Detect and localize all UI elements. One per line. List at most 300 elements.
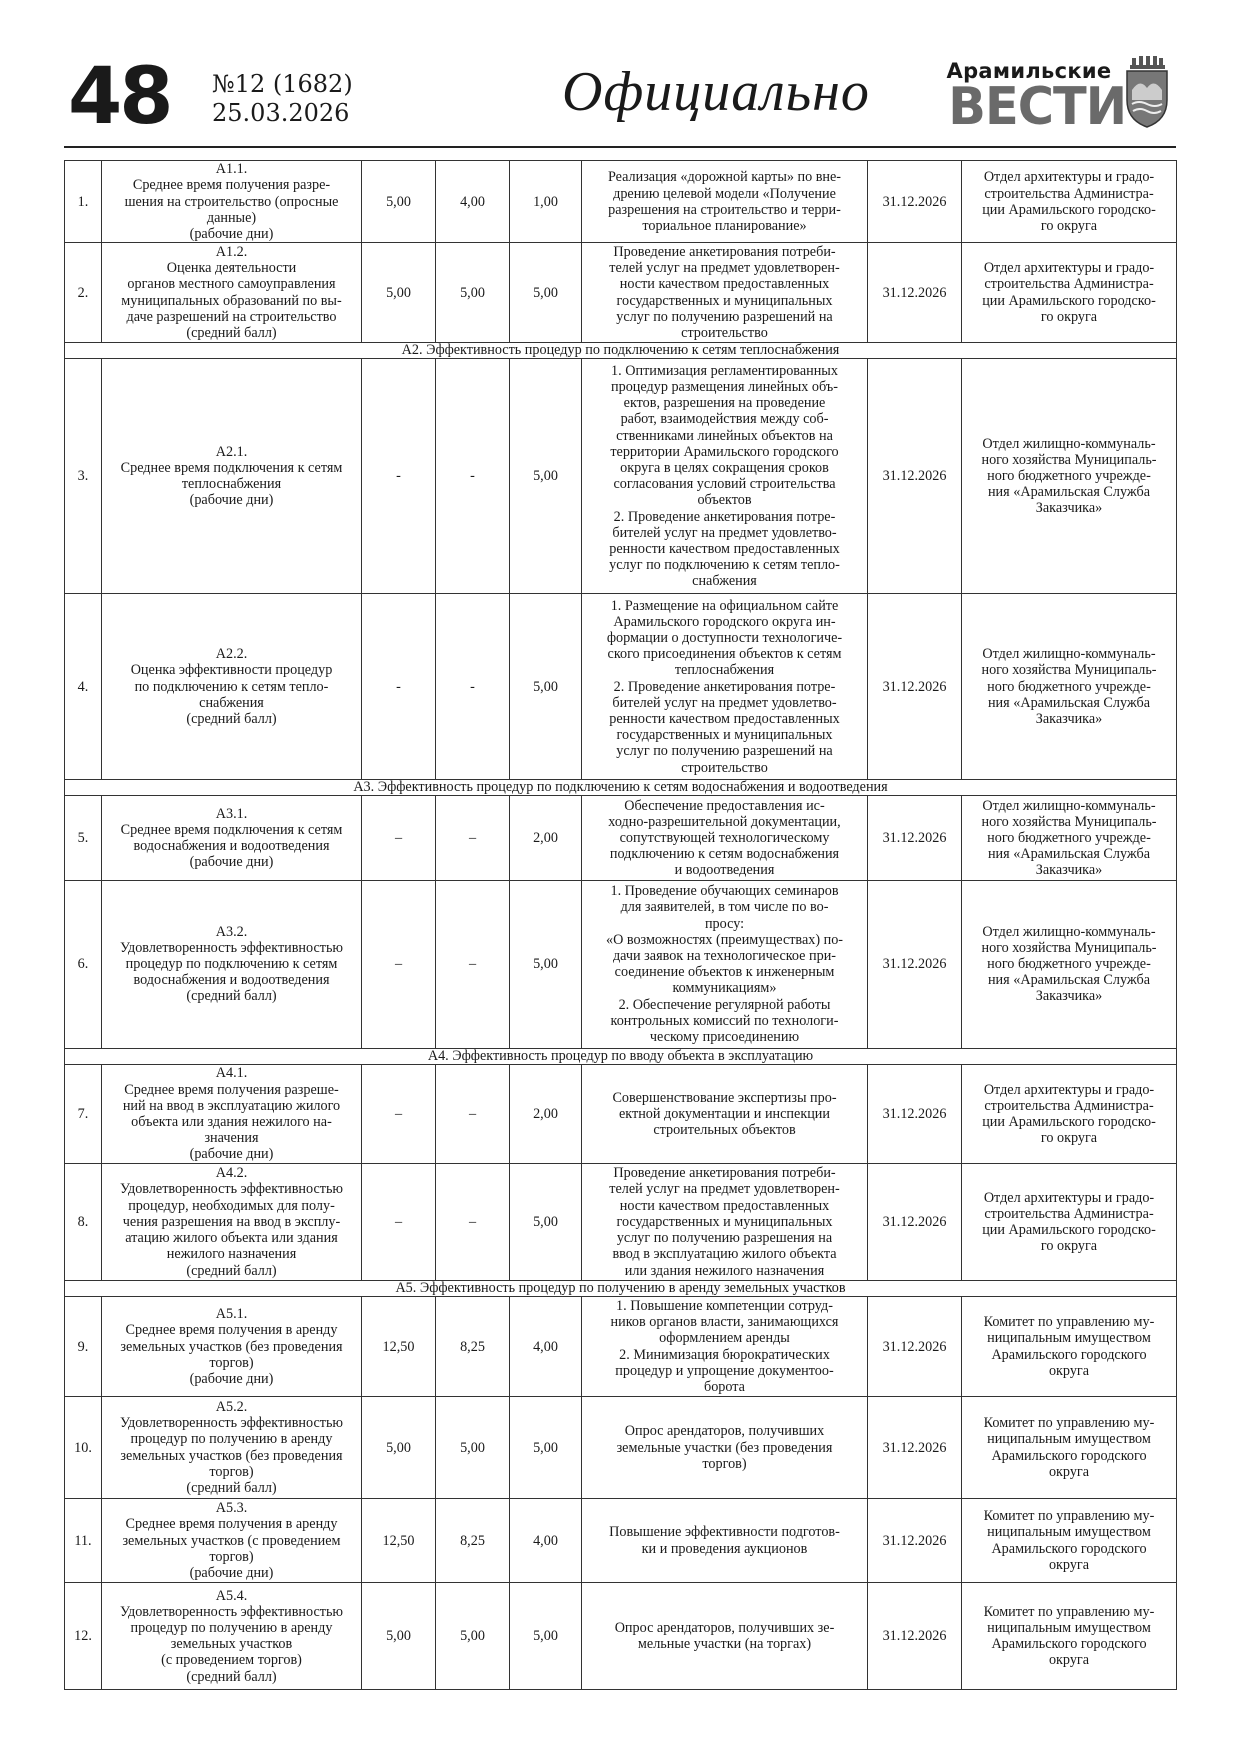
- responsible-cell: [962, 1397, 1177, 1499]
- indicator-line: снабжения: [199, 694, 264, 711]
- measure-line: 2. Обеспечение регулярной работы: [618, 996, 831, 1013]
- deadline-cell: 31.12.2026: [868, 1498, 962, 1582]
- indicator-line: (рабочие дни): [189, 854, 274, 871]
- v3-cell: 2,00: [510, 796, 582, 880]
- indicator-line: Удовлетворенность эффективностью: [119, 1603, 344, 1620]
- measure-line: для заявителей, в том числе по во-: [620, 899, 829, 916]
- responsible-cell: [962, 1164, 1177, 1281]
- v2-cell: –: [436, 880, 510, 1048]
- v1-cell: –: [362, 796, 436, 880]
- measure-line: государственных и муниципальных: [616, 1213, 833, 1230]
- v2-cell: –: [436, 1064, 510, 1164]
- responsible-line: ции Арамильского городско-: [982, 1222, 1156, 1238]
- responsible-line: го округа: [1040, 1238, 1098, 1255]
- indicator-line: данные): [206, 209, 257, 226]
- section-title-cell: A2. Эффективность процедур по подключению к сетям теплоснабжения: [65, 342, 1177, 358]
- measure-line: телей услуг на предмет удовлетворен-: [609, 1181, 840, 1198]
- indicator-line: (средний балл): [186, 325, 277, 342]
- indicator-line: A2.1.: [215, 443, 248, 460]
- measure-line: разрешения на строительство и терри-: [608, 201, 841, 218]
- responsible-line: Заказчика»: [1035, 711, 1103, 728]
- measure-line: дрению целевой модели «Получение: [613, 185, 836, 202]
- measure-line: ектной документации и инспекции: [619, 1105, 830, 1122]
- measure-cell: [582, 1397, 868, 1499]
- responsible-cell: [962, 1498, 1177, 1582]
- section-row: [65, 1048, 1177, 1064]
- v2-cell: -: [436, 359, 510, 594]
- measure-line: земельные участки (без проведения: [616, 1439, 833, 1456]
- v3-cell: 5,00: [510, 359, 582, 594]
- responsible-cell: [962, 880, 1177, 1048]
- measure-line: ренности качеством предоставленных: [609, 540, 840, 557]
- responsible-line: Отдел архитектуры и градо-: [983, 1081, 1155, 1098]
- logo-top-text: Арамильские: [946, 59, 1112, 83]
- indicator-line: (средний балл): [186, 988, 277, 1005]
- indicator-line: земельных участков (без проведения: [120, 1338, 343, 1355]
- responsible-line: ния «Арамильская Служба: [987, 846, 1151, 863]
- measure-cell: [582, 1583, 868, 1690]
- measure-line: Опрос арендаторов, получивших зе-: [614, 1619, 835, 1636]
- indicator-line: торгов): [209, 1463, 254, 1480]
- responsible-line: ного хозяйства Муниципаль-: [981, 939, 1157, 956]
- measure-line: бителей услуг на предмет удовлетво-: [612, 524, 837, 541]
- v3-cell: 5,00: [510, 1397, 582, 1499]
- measure-line: Опрос арендаторов, получивших: [624, 1423, 825, 1440]
- measure-line: подключению к сетям водоснабжения: [609, 846, 840, 863]
- measure-line: ренности качеством предоставленных: [609, 711, 840, 728]
- measure-line: 1. Размещение на официальном сайте: [610, 597, 839, 614]
- table-row: [65, 161, 1177, 243]
- v3-cell: 5,00: [510, 1583, 582, 1690]
- measure-line: Арамильского городского округа ин-: [613, 613, 836, 630]
- measure-line: процедур размещения линейных объ-: [611, 378, 838, 395]
- v3-cell: 4,00: [510, 1498, 582, 1582]
- table-row: [65, 1397, 1177, 1499]
- indicator-line: Среднее время подключения к сетям: [120, 821, 343, 838]
- responsible-cell: [962, 1064, 1177, 1164]
- responsible-line: ния «Арамильская Служба: [987, 694, 1151, 711]
- responsible-line: Арамильского городского: [991, 1447, 1147, 1464]
- v3-cell: 5,00: [510, 880, 582, 1048]
- indicator-line: даче разрешений на строительство: [126, 308, 337, 325]
- indicator-cell: [102, 1164, 362, 1281]
- responsible-cell: [962, 161, 1177, 243]
- v1-cell: -: [362, 359, 436, 594]
- indicator-cell: [102, 359, 362, 594]
- num-cell: 10.: [65, 1397, 102, 1499]
- plan-table: [64, 160, 1177, 1690]
- num-cell: 6.: [65, 880, 102, 1048]
- measure-line: 2. Проведение анкетирования потре-: [613, 508, 836, 525]
- responsible-line: строительства Администра-: [984, 1097, 1154, 1114]
- measure-line: Проведение анкетирования потреби-: [613, 244, 836, 261]
- responsible-line: строительства Администра-: [984, 185, 1154, 202]
- table-row: [65, 1583, 1177, 1690]
- indicator-line: органов местного самоуправления: [127, 276, 336, 293]
- responsible-line: ния «Арамильская Служба: [987, 484, 1151, 501]
- indicator-line: земельных участков (с проведением: [122, 1532, 341, 1549]
- measure-line: коммуникациям»: [672, 980, 777, 997]
- deadline-cell: 31.12.2026: [868, 796, 962, 880]
- num-cell: 3.: [65, 359, 102, 594]
- section-row: [65, 1280, 1177, 1296]
- responsible-line: ного хозяйства Муниципаль-: [981, 813, 1157, 830]
- logo-main-text: ВЕСТИ: [948, 77, 1127, 137]
- v2-cell: –: [436, 1164, 510, 1281]
- indicator-line: атацию жилого объекта или здания: [125, 1230, 338, 1247]
- section-title: Официально: [562, 61, 870, 123]
- indicator-line: A1.1.: [215, 161, 248, 178]
- deadline-cell: 31.12.2026: [868, 1164, 962, 1281]
- measure-cell: [582, 1164, 868, 1281]
- indicator-line: (рабочие дни): [189, 1564, 274, 1581]
- measure-cell: [582, 1296, 868, 1397]
- responsible-line: Арамильского городского: [991, 1636, 1147, 1653]
- v1-cell: 5,00: [362, 161, 436, 243]
- v1-cell: –: [362, 1064, 436, 1164]
- indicator-line: процедур по получению в аренду: [130, 1619, 333, 1636]
- indicator-line: Оценка эффективности процедур: [130, 662, 333, 679]
- table-row: [65, 1296, 1177, 1397]
- indicator-cell: [102, 1064, 362, 1164]
- measure-line: Повышение эффективности подготов-: [609, 1524, 840, 1541]
- indicator-line: земельных участков (без проведения: [120, 1447, 343, 1464]
- measure-line: услуг по подключению к сетям тепло-: [609, 557, 840, 574]
- indicator-line: A3.2.: [215, 923, 248, 940]
- num-cell: 7.: [65, 1064, 102, 1164]
- indicator-line: процедур, необходимых для полу-: [128, 1197, 335, 1214]
- deadline-cell: 31.12.2026: [868, 1296, 962, 1397]
- indicator-line: (средний балл): [186, 1480, 277, 1497]
- v1-cell: 12,50: [362, 1296, 436, 1397]
- num-cell: 2.: [65, 243, 102, 343]
- measure-line: борота: [704, 1379, 745, 1396]
- measure-line: ввод в эксплуатацию жилого объекта: [612, 1246, 837, 1263]
- v3-cell: 1,00: [510, 161, 582, 243]
- indicator-cell: [102, 243, 362, 343]
- indicator-cell: [102, 1498, 362, 1582]
- measure-line: округа в целях сокращения сроков: [620, 459, 829, 476]
- measure-line: телей услуг на предмет удовлетворен-: [609, 260, 840, 277]
- indicator-line: ний на ввод в эксплуатацию жилого: [122, 1097, 341, 1114]
- table-row: [65, 243, 1177, 343]
- indicator-line: (рабочие дни): [189, 226, 274, 243]
- indicator-line: водоснабжения и водоотведения: [133, 972, 330, 989]
- issue-date: 25.03.2026: [212, 99, 350, 127]
- responsible-line: Отдел архитектуры и градо-: [983, 1189, 1155, 1206]
- responsible-line: Отдел архитектуры и градо-: [983, 260, 1155, 277]
- indicator-line: Удовлетворенность эффективностью: [119, 1415, 344, 1432]
- indicator-line: муниципальных образований по вы-: [121, 292, 342, 309]
- responsible-line: Комитет по управлению му-: [983, 1603, 1155, 1620]
- issue-info: [212, 70, 353, 128]
- v3-cell: 5,00: [510, 243, 582, 343]
- responsible-line: ного бюджетного учрежде-: [987, 829, 1151, 846]
- responsible-line: го округа: [1040, 308, 1098, 325]
- indicator-line: A2.2.: [215, 646, 248, 663]
- indicator-line: Среднее время получения разре-: [132, 177, 331, 194]
- deadline-cell: 31.12.2026: [868, 161, 962, 243]
- responsible-line: ного хозяйства Муниципаль-: [981, 451, 1157, 468]
- measure-line: ности качеством предоставленных: [619, 1197, 830, 1214]
- measure-line: согласования условий строительства: [613, 476, 836, 493]
- measure-line: ности качеством предоставленных: [619, 276, 830, 293]
- responsible-line: ции Арамильского городско-: [982, 201, 1156, 218]
- measure-line: ки и проведения аукционов: [641, 1540, 808, 1557]
- measure-line: бителей услуг на предмет удовлетво-: [612, 694, 837, 711]
- indicator-line: A1.2.: [215, 244, 248, 261]
- responsible-line: Отдел жилищно-коммуналь-: [982, 435, 1156, 452]
- responsible-cell: [962, 1296, 1177, 1397]
- measure-cell: [582, 880, 868, 1048]
- section-title-cell: A3. Эффективность процедур по подключению к сетям водоснабжения и водоотведения: [65, 780, 1177, 796]
- v2-cell: 4,00: [436, 161, 510, 243]
- measure-line: строительных объектов: [653, 1122, 796, 1139]
- responsible-line: Отдел жилищно-коммуналь-: [982, 646, 1156, 663]
- responsible-line: ного бюджетного учрежде-: [987, 956, 1151, 973]
- measure-line: и водоотведения: [674, 862, 775, 879]
- measure-line: Совершенствование экспертизы про-: [612, 1089, 837, 1106]
- responsible-line: Комитет по управлению му-: [983, 1415, 1155, 1432]
- num-cell: 9.: [65, 1296, 102, 1397]
- responsible-line: округа: [1048, 1463, 1090, 1480]
- indicator-line: A5.2.: [215, 1399, 248, 1416]
- measure-line: Обеспечение предоставления ис-: [624, 797, 825, 814]
- measure-line: строительство: [681, 325, 768, 342]
- measure-line: работ, взаимодействия между соб-: [620, 411, 829, 428]
- indicator-line: теплоснабжения: [181, 476, 282, 493]
- indicator-line: Оценка деятельности: [166, 260, 297, 277]
- measure-line: ходно-разрешительной документации,: [608, 813, 841, 830]
- responsible-line: Заказчика»: [1035, 988, 1103, 1005]
- v2-cell: 8,25: [436, 1296, 510, 1397]
- measure-line: просу:: [704, 915, 745, 932]
- v1-cell: –: [362, 1164, 436, 1281]
- v1-cell: 5,00: [362, 1397, 436, 1499]
- indicator-line: (средний балл): [186, 711, 277, 728]
- measure-line: сопутствующей технологическому: [619, 829, 830, 846]
- table-row: [65, 1164, 1177, 1281]
- responsible-line: ниципальным имуществом: [987, 1431, 1151, 1448]
- measure-line: 1. Оптимизация регламентированных: [611, 362, 838, 379]
- v2-cell: 5,00: [436, 243, 510, 343]
- measure-line: или здания нежилого назначения: [624, 1262, 825, 1279]
- table-row: [65, 359, 1177, 594]
- indicator-line: водоснабжения и водоотведения: [133, 838, 330, 855]
- responsible-line: го округа: [1040, 1130, 1098, 1147]
- measure-cell: [582, 1064, 868, 1164]
- section-title-cell: A4. Эффективность процедур по вводу объекта в эксплуатацию: [65, 1048, 1177, 1064]
- indicator-line: чения разрешения на ввод в эксплу-: [122, 1213, 341, 1230]
- responsible-line: округа: [1048, 1556, 1090, 1573]
- responsible-cell: [962, 1583, 1177, 1690]
- indicator-cell: [102, 1397, 362, 1499]
- v1-cell: 5,00: [362, 1583, 436, 1690]
- responsible-line: ции Арамильского городско-: [982, 292, 1156, 309]
- num-cell: 8.: [65, 1164, 102, 1281]
- indicator-line: A5.4.: [215, 1587, 248, 1604]
- indicator-line: объекта или здания нежилого на-: [131, 1113, 332, 1130]
- deadline-cell: 31.12.2026: [868, 880, 962, 1048]
- num-cell: 4.: [65, 594, 102, 780]
- indicator-line: Среднее время подключения к сетям: [120, 459, 343, 476]
- responsible-cell: [962, 243, 1177, 343]
- v2-cell: -: [436, 594, 510, 780]
- v3-cell: 2,00: [510, 1064, 582, 1164]
- responsible-line: Комитет по управлению му-: [983, 1314, 1155, 1331]
- measure-line: ческому присоединению: [649, 1028, 800, 1045]
- responsible-line: ного бюджетного учрежде-: [987, 468, 1151, 485]
- responsible-line: го округа: [1040, 217, 1098, 234]
- section-row: [65, 342, 1177, 358]
- measure-line: контрольных комиссий по технологи-: [610, 1012, 839, 1029]
- table-row: [65, 594, 1177, 780]
- measure-line: ториальное планирование»: [642, 217, 807, 234]
- measure-cell: [582, 359, 868, 594]
- indicator-line: процедур по получению в аренду: [130, 1431, 333, 1448]
- indicator-line: (средний балл): [186, 1262, 277, 1279]
- responsible-line: Отдел жилищно-коммуналь-: [982, 923, 1156, 940]
- v1-cell: -: [362, 594, 436, 780]
- indicator-cell: [102, 594, 362, 780]
- deadline-cell: 31.12.2026: [868, 1583, 962, 1690]
- measure-line: ектов, разрешения на проведение: [623, 395, 826, 412]
- responsible-cell: [962, 359, 1177, 594]
- indicator-cell: [102, 161, 362, 243]
- responsible-line: Комитет по управлению му-: [983, 1508, 1155, 1525]
- indicator-cell: [102, 1583, 362, 1690]
- responsible-line: округа: [1048, 1652, 1090, 1669]
- measure-line: 1. Проведение обучающих семинаров: [610, 883, 839, 900]
- table-row: [65, 1498, 1177, 1582]
- responsible-line: Отдел жилищно-коммуналь-: [982, 797, 1156, 814]
- measure-line: «О возможностях (преимуществах) по-: [605, 931, 844, 948]
- indicator-line: (с проведением торгов): [161, 1652, 302, 1669]
- indicator-cell: [102, 1296, 362, 1397]
- indicator-line: процедур по подключению к сетям: [125, 956, 338, 973]
- responsible-line: Отдел архитектуры и градо-: [983, 169, 1155, 186]
- deadline-cell: 31.12.2026: [868, 1064, 962, 1164]
- table-row: [65, 1064, 1177, 1164]
- responsible-line: ного бюджетного учрежде-: [987, 678, 1151, 695]
- measure-line: формации о доступности технологиче-: [606, 630, 843, 647]
- measure-line: государственных и муниципальных: [616, 292, 833, 309]
- measure-line: ственниками линейных объектов на: [616, 427, 833, 444]
- measure-cell: [582, 1498, 868, 1582]
- responsible-line: ниципальным имуществом: [987, 1524, 1151, 1541]
- deadline-cell: 31.12.2026: [868, 359, 962, 594]
- indicator-line: Среднее время получения разреше-: [124, 1081, 339, 1098]
- header-rule: [64, 146, 1176, 148]
- indicator-line: A5.1.: [215, 1306, 248, 1323]
- v2-cell: 8,25: [436, 1498, 510, 1582]
- table-row: [65, 880, 1177, 1048]
- v3-cell: 5,00: [510, 594, 582, 780]
- indicator-line: A4.1.: [215, 1065, 248, 1082]
- indicator-line: Среднее время получения в аренду: [125, 1516, 338, 1533]
- num-cell: 5.: [65, 796, 102, 880]
- responsible-cell: [962, 594, 1177, 780]
- responsible-line: Арамильского городского: [991, 1540, 1147, 1557]
- responsible-line: ниципальным имуществом: [987, 1619, 1151, 1636]
- responsible-line: ниципальным имуществом: [987, 1330, 1151, 1347]
- v3-cell: 5,00: [510, 1164, 582, 1281]
- responsible-line: Заказчика»: [1035, 500, 1103, 517]
- indicator-line: (средний балл): [186, 1668, 277, 1685]
- newspaper-logo: [944, 59, 1127, 137]
- measure-line: строительство: [681, 759, 768, 776]
- measure-line: услуг по получению разрешений на: [616, 308, 833, 325]
- section-title-cell: A5. Эффективность процедур по получению в аренду земельных участков: [65, 1280, 1177, 1296]
- indicator-line: торгов): [209, 1354, 254, 1371]
- measure-cell: [582, 796, 868, 880]
- measure-line: 1. Повышение компетенции сотруд-: [616, 1298, 833, 1315]
- indicator-line: нежилого назначения: [166, 1246, 297, 1263]
- responsible-line: ции Арамильского городско-: [982, 1113, 1156, 1130]
- measure-line: 2. Проведение анкетирования потре-: [613, 678, 836, 695]
- table-row: [65, 796, 1177, 880]
- measure-line: услуг по получению разрешения на: [616, 1230, 833, 1247]
- measure-cell: [582, 594, 868, 780]
- measure-line: услуг по получению разрешений на: [616, 743, 833, 760]
- indicator-line: (рабочие дни): [189, 1146, 274, 1163]
- v2-cell: 5,00: [436, 1397, 510, 1499]
- indicator-cell: [102, 880, 362, 1048]
- responsible-line: ния «Арамильская Служба: [987, 972, 1151, 989]
- measure-cell: [582, 161, 868, 243]
- measure-line: оформлением аренды: [659, 1330, 790, 1347]
- indicator-line: Удовлетворенность эффективностью: [119, 1181, 344, 1198]
- v2-cell: –: [436, 796, 510, 880]
- measure-cell: [582, 243, 868, 343]
- measure-line: соединение объектов к инженерным: [614, 964, 835, 981]
- responsible-line: строительства Администра-: [984, 276, 1154, 293]
- v1-cell: 5,00: [362, 243, 436, 343]
- indicator-line: значения: [204, 1130, 259, 1147]
- indicator-line: по подключению к сетям тепло-: [134, 678, 329, 695]
- measure-line: Реализация «дорожной карты» по вне-: [607, 169, 842, 186]
- measure-line: снабжения: [692, 573, 757, 590]
- issue-number: №12 (1682): [212, 70, 353, 98]
- indicator-line: A5.3.: [215, 1500, 248, 1517]
- page-number: 48: [68, 52, 171, 142]
- indicator-line: (рабочие дни): [189, 1370, 274, 1387]
- measure-line: государственных и муниципальных: [616, 727, 833, 744]
- indicator-line: торгов): [209, 1548, 254, 1565]
- deadline-cell: 31.12.2026: [868, 243, 962, 343]
- measure-line: торгов): [702, 1455, 747, 1472]
- indicator-line: Удовлетворенность эффективностью: [119, 939, 344, 956]
- indicator-cell: [102, 796, 362, 880]
- responsible-line: округа: [1048, 1362, 1090, 1379]
- responsible-line: Заказчика»: [1035, 862, 1103, 879]
- responsible-line: строительства Администра-: [984, 1205, 1154, 1222]
- v1-cell: 12,50: [362, 1498, 436, 1582]
- measure-line: теплоснабжения: [674, 662, 775, 679]
- deadline-cell: 31.12.2026: [868, 594, 962, 780]
- num-cell: 11.: [65, 1498, 102, 1582]
- measure-line: Проведение анкетирования потреби-: [613, 1165, 836, 1182]
- num-cell: 12.: [65, 1583, 102, 1690]
- measure-line: процедур и упрощение документоо-: [615, 1362, 834, 1379]
- v2-cell: 5,00: [436, 1583, 510, 1690]
- indicator-line: (рабочие дни): [189, 492, 274, 509]
- v3-cell: 4,00: [510, 1296, 582, 1397]
- section-row: [65, 780, 1177, 796]
- measure-line: ского присоединения объектов к сетям: [607, 646, 842, 663]
- v1-cell: –: [362, 880, 436, 1048]
- coat-of-arms-icon: [1124, 56, 1170, 128]
